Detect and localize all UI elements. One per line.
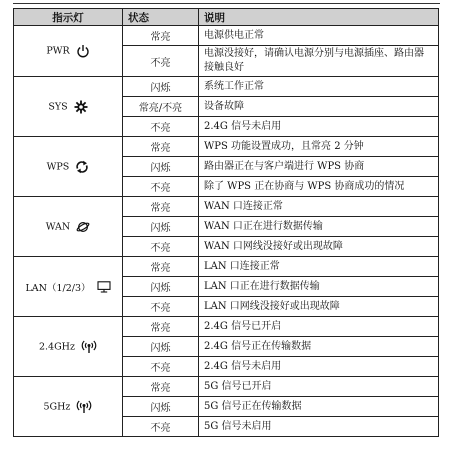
description-cell: 2.4G 信号已开启 — [199, 317, 439, 337]
table-row — [14, 77, 439, 97]
description-cell: 5G 信号未启用 — [199, 417, 439, 437]
status-cell: 常亮 — [123, 197, 199, 217]
led-indicator-table — [13, 8, 439, 437]
description-cell: WAN 口网线没接好或出现故障 — [199, 237, 439, 257]
status-cell: 不亮 — [123, 177, 199, 197]
wireless-icon — [76, 400, 92, 414]
indicator-5g — [14, 377, 123, 437]
indicator-sys — [14, 77, 123, 137]
table-row — [14, 317, 439, 337]
description-cell: 系统工作正常 — [199, 77, 439, 97]
indicator-wps — [14, 137, 123, 197]
top-rule — [13, 3, 440, 4]
status-cell: 不亮 — [123, 417, 199, 437]
description-cell: 路由器正在与客户端进行 WPS 协商 — [199, 157, 439, 177]
indicator-name: 2.4GHz — [38, 341, 75, 352]
header-description: 说明 — [199, 9, 439, 26]
gear-icon — [74, 100, 88, 114]
description-cell: LAN 口连接正常 — [199, 257, 439, 277]
status-cell: 不亮 — [123, 237, 199, 257]
table-row — [14, 257, 439, 277]
status-cell: 常亮/不亮 — [123, 97, 199, 117]
status-cell: 闪烁 — [123, 337, 199, 357]
wps-refresh-icon — [75, 160, 89, 174]
description-cell: WPS 功能设置成功，且常亮 2 分钟 — [199, 137, 439, 157]
indicator-name: WAN — [45, 221, 71, 232]
table-row — [14, 26, 439, 46]
indicator-2g4 — [14, 317, 123, 377]
monitor-icon — [97, 281, 111, 293]
status-cell: 常亮 — [123, 257, 199, 277]
status-cell: 闪烁 — [123, 77, 199, 97]
header-indicator: 指示灯 — [14, 9, 123, 26]
wireless-icon — [81, 340, 97, 354]
description-cell: WAN 口连接正常 — [199, 197, 439, 217]
description-cell: 除了 WPS 正在协商与 WPS 协商成功的情况 — [199, 177, 439, 197]
description-cell: 5G 信号已开启 — [199, 377, 439, 397]
indicator-name: LAN（1/2/3） — [25, 282, 91, 294]
description-cell: 电源没接好，请确认电源分别与电源插座、路由器接触良好 — [199, 46, 439, 77]
power-icon — [76, 44, 90, 58]
status-cell: 闪烁 — [123, 397, 199, 417]
description-cell: 2.4G 信号未启用 — [199, 357, 439, 377]
indicator-wan — [14, 197, 123, 257]
table-header-row — [14, 9, 439, 26]
status-cell: 闪烁 — [123, 277, 199, 297]
status-cell: 不亮 — [123, 297, 199, 317]
description-cell: 设备故障 — [199, 97, 439, 117]
indicator-name: 5GHz — [43, 401, 71, 412]
description-cell: 电源供电正常 — [199, 26, 439, 46]
status-cell: 常亮 — [123, 137, 199, 157]
header-status: 状态 — [123, 9, 199, 26]
description-cell: LAN 口网线没接好或出现故障 — [199, 297, 439, 317]
indicator-pwr — [14, 26, 123, 77]
description-cell: LAN 口正在进行数据传输 — [199, 277, 439, 297]
status-cell: 不亮 — [123, 357, 199, 377]
status-cell: 闪烁 — [123, 217, 199, 237]
indicator-name: SYS — [48, 101, 68, 112]
status-cell: 闪烁 — [123, 157, 199, 177]
globe-icon — [76, 220, 90, 234]
status-cell: 不亮 — [123, 46, 199, 77]
indicator-lan — [14, 257, 123, 317]
indicator-name: WPS — [46, 161, 70, 172]
table-row — [14, 377, 439, 397]
description-cell: 2.4G 信号正在传输数据 — [199, 337, 439, 357]
table-row — [14, 137, 439, 157]
description-cell: 2.4G 信号未启用 — [199, 117, 439, 137]
status-cell: 不亮 — [123, 117, 199, 137]
table-row — [14, 197, 439, 217]
description-cell: 5G 信号正在传输数据 — [199, 397, 439, 417]
description-cell: WAN 口正在进行数据传输 — [199, 217, 439, 237]
status-cell: 常亮 — [123, 26, 199, 46]
status-cell: 常亮 — [123, 377, 199, 397]
status-cell: 常亮 — [123, 317, 199, 337]
indicator-name: PWR — [46, 45, 70, 57]
